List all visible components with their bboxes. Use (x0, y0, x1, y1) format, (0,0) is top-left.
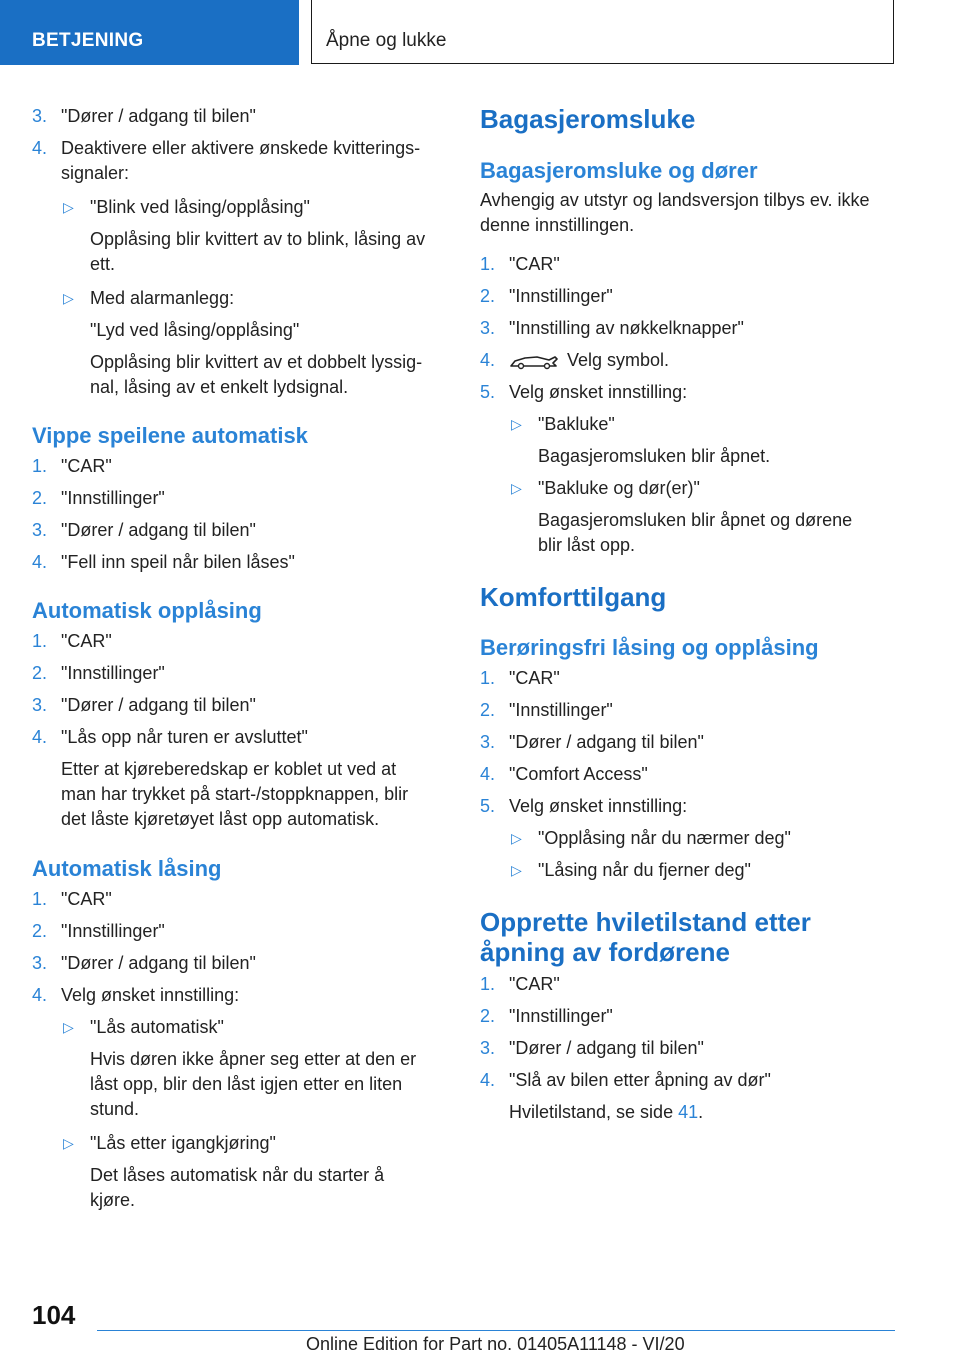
page-reference-link[interactable]: 41 (678, 1102, 699, 1122)
bullet-item: ▷ Med alarmanlegg: (32, 286, 444, 311)
list-item: 2. "Innstillinger" (480, 700, 613, 720)
bullet-text: Opplåsing blir kvittert av et dobbelt lyssig- (90, 352, 423, 372)
list-item: 4. Deaktivere eller aktivere ønskede kvitterings- (32, 138, 421, 158)
list-item: 4. "Lås opp når turen er avsluttet" (32, 727, 308, 747)
list-item: 4. "Comfort Access" (480, 764, 648, 784)
footer-divider (97, 1330, 895, 1331)
list-item-text: Hviletilstand, se side 41. (509, 1102, 704, 1122)
bullet-text: Det låses automatisk når du starter å (90, 1165, 385, 1185)
bullet-item: ▷ "Bakluke og dør(er)" (480, 476, 895, 501)
list-item: 5. Velg ønsket innstilling: (480, 382, 688, 402)
bullet-triangle-icon: ▷ (63, 290, 74, 306)
bullet-text: stund. (90, 1099, 140, 1119)
section-heading: Automatisk opplåsing (32, 598, 262, 623)
list-item: 3. "Dører / adgang til bilen" (480, 1038, 704, 1058)
list-item: 1. "CAR" (32, 631, 112, 651)
bullet-text: Opplåsing blir kvittert av to blink, låsing av (90, 229, 426, 249)
list-item: 1. "CAR" (480, 254, 560, 274)
bullet-item: ▷ "Bakluke" (480, 412, 895, 437)
bullet-triangle-icon: ▷ (511, 830, 522, 846)
bullet-text: Bagasjeromsluken blir åpnet. (538, 446, 771, 466)
list-item: 2. "Innstillinger" (32, 488, 165, 508)
bullet-text: Bagasjeromsluken blir åpnet og dørene (538, 510, 853, 530)
list-item: 3. "Dører / adgang til bilen" (32, 520, 256, 540)
bullet-item: ▷ "Opplåsing når du nærmer deg" (480, 826, 895, 851)
section-tab (0, 0, 299, 65)
list-item: 3. "Innstilling av nøkkelknapper" (480, 318, 744, 338)
section-heading: Komforttilgang (480, 582, 667, 612)
bullet-triangle-icon: ▷ (63, 199, 74, 215)
bullet-text: kjøre. (90, 1190, 135, 1210)
bullet-text: blir låst opp. (538, 535, 636, 555)
list-item: 1. "CAR" (480, 668, 560, 688)
right-column (480, 100, 895, 1125)
list-item: 3. "Dører / adgang til bilen" (32, 953, 256, 973)
bullet-triangle-icon: ▷ (63, 1135, 74, 1151)
bullet-item: ▷ "Blink ved låsing/opplåsing" (32, 195, 444, 220)
list-item-continuation: signaler: (61, 163, 130, 183)
list-item: 4. Velg symbol. (480, 350, 670, 370)
bullet-item: ▷ "Låsing når du fjerner deg" (480, 858, 895, 883)
list-item-text: det låste kjøretøyet låst opp automatisk. (61, 809, 380, 829)
list-item: 2. "Innstillinger" (32, 921, 165, 941)
bullet-triangle-icon: ▷ (511, 416, 522, 432)
section-label: BETJENING (32, 30, 144, 51)
bullet-text: låst opp, blir den låst igjen etter en liten (90, 1074, 403, 1094)
left-column (32, 100, 444, 1213)
list-item: 5. Velg ønsket innstilling: (480, 796, 688, 816)
paragraph: denne innstillingen. (480, 215, 635, 235)
bullet-text: "Lyd ved låsing/opplåsing" (90, 320, 300, 340)
bullet-item: ▷ "Lås automatisk" (32, 1015, 444, 1040)
page-number: 104 (32, 1300, 76, 1330)
bullet-text: nal, låsing av et enkelt lydsignal. (90, 377, 349, 397)
car-trunk-icon (509, 352, 559, 370)
section-heading: Automatisk låsing (32, 856, 222, 881)
bullet-triangle-icon: ▷ (511, 862, 522, 878)
section-heading: åpning av fordørene (480, 937, 730, 967)
list-item: 1. "CAR" (32, 889, 112, 909)
list-item: 1. "CAR" (480, 974, 560, 994)
list-item: 4. "Slå av bilen etter åpning av dør" (480, 1070, 771, 1090)
subsection-heading: Berøringsfri låsing og opplåsing (480, 635, 819, 660)
list-item-text: Etter at kjøreberedskap er koblet ut ved at (61, 759, 397, 779)
chapter-header (311, 0, 894, 64)
subsection-heading: Bagasjeromsluke og dører (480, 158, 758, 183)
list-item: 2. "Innstillinger" (480, 286, 613, 306)
list-item: 3. "Dører / adgang til bilen" (32, 695, 256, 715)
bullet-triangle-icon: ▷ (63, 1019, 74, 1035)
list-item: 4. Velg ønsket innstilling: (32, 985, 240, 1005)
bullet-item: ▷ "Lås etter igangkjøring" (32, 1131, 444, 1156)
section-heading: Bagasjeromsluke (480, 104, 696, 134)
paragraph: Avhengig av utstyr og landsversjon tilbys ev. ikke (480, 190, 870, 210)
bullet-text: ett. (90, 254, 116, 274)
chapter-title: Åpne og lukke (326, 30, 447, 51)
list-item: 4. "Fell inn speil når bilen låses" (32, 552, 295, 572)
list-item: 3. "Dører / adgang til bilen" (480, 732, 704, 752)
list-item: 2. "Innstillinger" (32, 663, 165, 683)
list-item: 1. "CAR" (32, 456, 112, 476)
bullet-triangle-icon: ▷ (511, 480, 522, 496)
section-heading: Vippe speilene automatisk (32, 423, 308, 448)
list-item: 3. "Dører / adgang til bilen" (32, 106, 256, 126)
bullet-text: Hvis døren ikke åpner seg etter at den er (90, 1049, 417, 1069)
list-item: 2. "Innstillinger" (480, 1006, 613, 1026)
list-item-text: man har trykket på start-/stoppknappen, blir (61, 784, 409, 804)
footer-edition: Online Edition for Part no. 01405A11148 - VI/20 (306, 1334, 685, 1354)
section-heading: Opprette hviletilstand etter (480, 907, 811, 937)
